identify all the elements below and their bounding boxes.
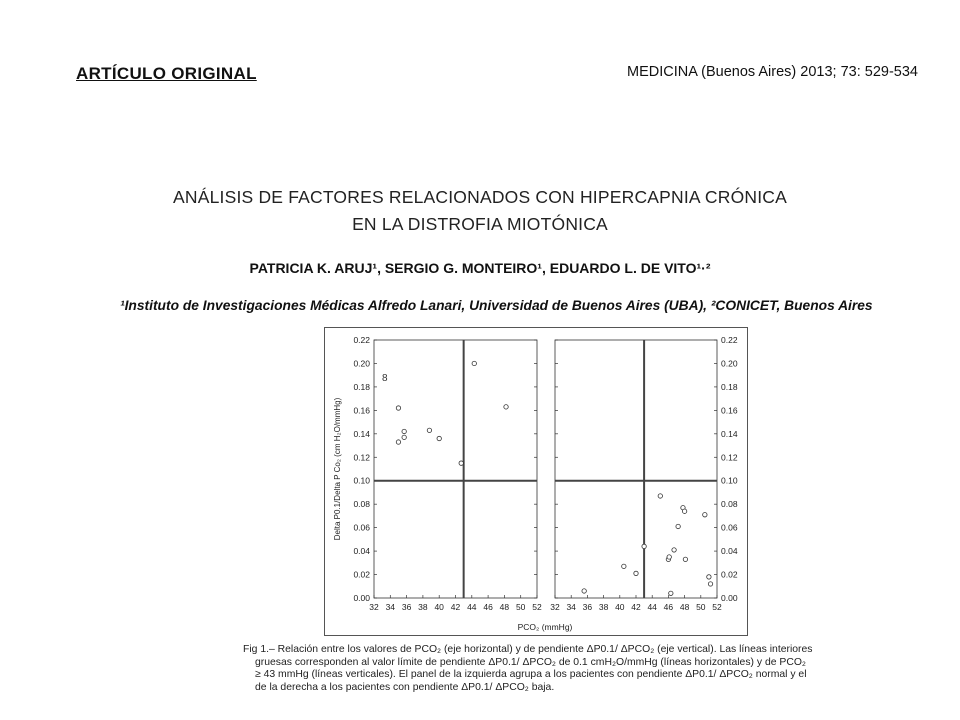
y-tick-label: 0.02 bbox=[721, 569, 738, 580]
data-point bbox=[402, 429, 406, 433]
x-tick-label: 48 bbox=[679, 602, 690, 612]
data-point bbox=[683, 557, 687, 561]
x-tick-label: 34 bbox=[566, 602, 576, 612]
data-point bbox=[642, 544, 646, 548]
y-tick-label: 0.14 bbox=[721, 428, 738, 439]
data-point bbox=[582, 589, 586, 593]
article-authors: PATRICIA K. ARUJ¹, SERGIO G. MONTEIRO¹, EDUARDO L. DE VITO¹·² bbox=[249, 260, 711, 276]
x-tick-label: 34 bbox=[385, 602, 396, 612]
article-title bbox=[0, 184, 960, 238]
data-point bbox=[658, 494, 662, 498]
y-tick-label: 0.06 bbox=[353, 522, 370, 533]
data-point bbox=[682, 509, 686, 513]
data-point bbox=[667, 555, 671, 559]
y-tick-label: 0.20 bbox=[353, 358, 370, 369]
caption-line-1: Fig 1.– Relación entre los valores de PCO₂ (eje horizontal) y de pendiente ΔP0.1/ ΔPCO₂ (eje vertical). Las líneas interiores bbox=[243, 644, 813, 655]
caption-line-2: gruesas corresponden al valor límite de pendiente ΔP0.1/ ΔPCO₂ de 0.1 cmH₂O/mmHg (líneas horizontales) y de PCO₂ bbox=[255, 656, 806, 668]
x-tick-label: 48 bbox=[499, 602, 510, 612]
y-tick-label: 0.08 bbox=[721, 499, 738, 510]
x-tick-label: 52 bbox=[532, 602, 542, 612]
data-point bbox=[703, 513, 707, 517]
x-tick-label: 40 bbox=[615, 602, 625, 612]
x-tick-label: 38 bbox=[598, 602, 609, 612]
x-tick-label: 44 bbox=[467, 602, 477, 612]
figure-caption bbox=[243, 644, 853, 694]
article-title-line-1: ANÁLISIS DE FACTORES RELACIONADOS CON HIPERCAPNIA CRÓNICA bbox=[173, 187, 787, 207]
data-point bbox=[669, 591, 673, 595]
x-tick-label: 42 bbox=[631, 602, 641, 612]
data-point bbox=[622, 564, 626, 568]
data-point bbox=[672, 548, 676, 552]
data-point bbox=[437, 436, 441, 440]
y-tick-label: 0.18 bbox=[353, 381, 370, 392]
y-tick-label: 0.12 bbox=[721, 452, 738, 463]
x-tick-label: 46 bbox=[483, 602, 493, 612]
y-tick-label: 0.16 bbox=[353, 405, 370, 416]
y-axis-label: Delta P0.1/Delta P Co₂ (cm H₂O/mmHg) bbox=[333, 397, 342, 541]
y-tick-label: 0.22 bbox=[721, 335, 738, 345]
data-point bbox=[472, 361, 476, 365]
y-tick-label: 0.10 bbox=[721, 475, 738, 486]
data-point bbox=[708, 582, 712, 586]
plot-panel-2-frame bbox=[555, 340, 717, 598]
x-tick-label: 36 bbox=[582, 602, 593, 612]
x-tick-label: 38 bbox=[418, 602, 428, 612]
data-point bbox=[396, 440, 400, 444]
plot-panel-1-frame bbox=[374, 340, 537, 598]
y-tick-label: 0.00 bbox=[353, 593, 370, 603]
data-point bbox=[676, 524, 680, 528]
data-point bbox=[707, 575, 711, 579]
x-tick-label: 50 bbox=[515, 602, 526, 612]
y-tick-label: 0.04 bbox=[721, 546, 738, 557]
y-tick-label: 0.04 bbox=[353, 546, 370, 557]
x-tick-label: 32 bbox=[550, 602, 560, 612]
article-title-line-2: EN LA DISTROFIA MIOTÓNICA bbox=[352, 214, 608, 234]
figure-1-frame bbox=[324, 327, 748, 636]
y-tick-label: 0.08 bbox=[353, 499, 370, 510]
x-tick-label: 40 bbox=[434, 602, 444, 612]
y-tick-label: 0.14 bbox=[353, 428, 370, 439]
caption-line-4: de la derecha a los pacientes con pendiente ΔP0.1/ ΔPCO₂ baja. bbox=[255, 681, 555, 693]
y-tick-label: 0.18 bbox=[721, 381, 738, 392]
y-tick-label: 0.00 bbox=[721, 593, 738, 603]
data-point bbox=[504, 405, 508, 409]
x-tick-label: 32 bbox=[369, 602, 379, 612]
scatter-chart bbox=[325, 328, 747, 635]
x-tick-label: 44 bbox=[647, 602, 657, 612]
caption-line-3: ≥ 43 mmHg (líneas verticales). El panel de la izquierda agrupa a los pacientes con pendiente ΔP0.1/ ΔPCO₂ normal y el bbox=[255, 669, 807, 681]
y-tick-label: 0.22 bbox=[353, 335, 370, 345]
data-point bbox=[402, 435, 406, 439]
data-point bbox=[396, 406, 400, 410]
data-point bbox=[427, 428, 431, 432]
y-tick-label: 0.12 bbox=[353, 452, 370, 463]
data-point bbox=[634, 571, 638, 575]
x-tick-label: 46 bbox=[663, 602, 674, 612]
y-tick-label: 0.06 bbox=[721, 522, 738, 533]
journal-reference: MEDICINA (Buenos Aires) 2013; 73: 529-534 bbox=[627, 64, 918, 80]
data-point bbox=[459, 461, 463, 465]
x-tick-label: 50 bbox=[696, 602, 706, 612]
x-tick-label: 36 bbox=[401, 602, 412, 612]
x-axis-label: PCO₂ (mmHg) bbox=[517, 622, 573, 632]
y-tick-label: 0.20 bbox=[721, 358, 738, 369]
y-tick-label: 0.10 bbox=[353, 475, 370, 486]
section-label: ARTÍCULO ORIGINAL bbox=[76, 64, 257, 83]
x-tick-label: 52 bbox=[712, 602, 722, 612]
y-tick-label: 0.02 bbox=[353, 569, 370, 580]
author-affiliation: ¹Instituto de Investigaciones Médicas Alfredo Lanari, Universidad de Buenos Aires (UBA), ²CONICET, Buenos Aires bbox=[120, 298, 873, 313]
x-tick-label: 42 bbox=[450, 602, 461, 612]
y-tick-label: 0.16 bbox=[721, 405, 738, 416]
panel-label: 8 bbox=[382, 373, 388, 385]
